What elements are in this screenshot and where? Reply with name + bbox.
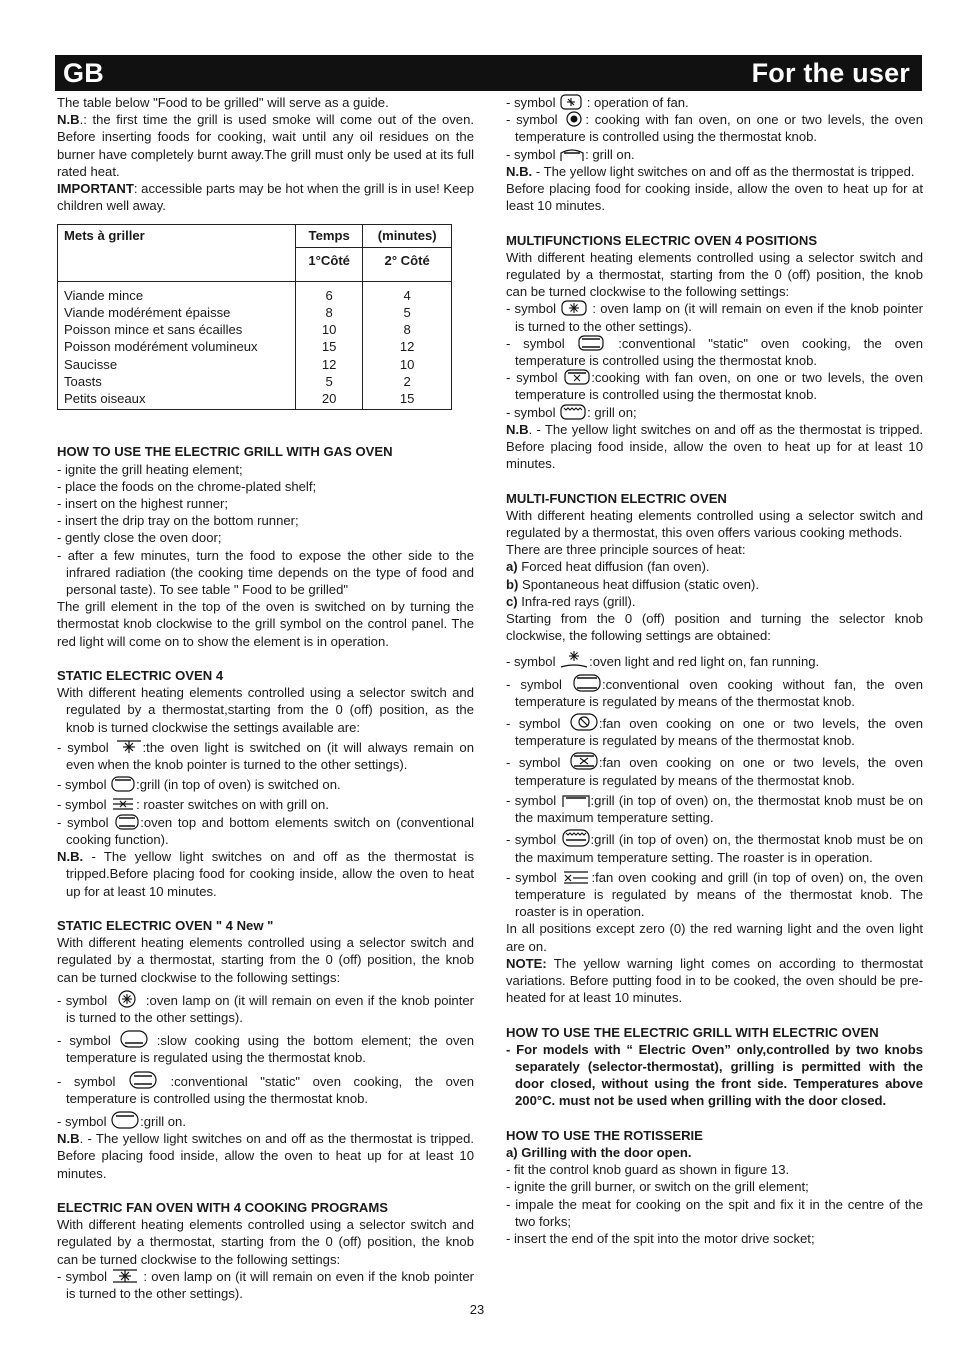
side2-time: 10	[399, 356, 415, 372]
lamp-icon	[113, 990, 141, 1008]
important-label: IMPORTANT	[57, 181, 134, 197]
static4-nb: N.B. - The yellow light switches on and off as the thermostat is tripped.Before placing food for cooking inside, allow the oven to heat up for at least 10 minutes.	[57, 849, 474, 899]
grill-icon	[560, 404, 586, 420]
page-title: For the user	[751, 57, 910, 88]
lamp-icon	[561, 300, 587, 316]
nb-paragraph	[57, 111, 474, 180]
symbol-item: - symbol : oven lamp on (it will remain on even if the knob pointer is turned to the other settings).	[57, 1268, 474, 1301]
symbol-item: - symbol : grill on;	[506, 404, 637, 420]
fan-preheat-text: Before placing food for cooking inside, allow the oven to heat up for at least 10 minutes.	[506, 181, 923, 214]
symbol-item: - symbol : roaster switches on with grill on.	[57, 797, 329, 813]
symbol-item: - symbol : operation of fan.	[506, 95, 689, 110]
multifunc-intro: With different heating elements controlled using a selector switch and regulated by a thermostat, this oven offers various cooking methods.	[506, 507, 923, 541]
page-number: 23	[469, 1302, 485, 1317]
fan-oven-icon	[570, 713, 598, 731]
list-item: - insert the end of the spit into the motor drive socket;	[506, 1230, 815, 1246]
list-item: - impale the meat for cooking on the spit and fix it in the centre of the two forks;	[506, 1196, 923, 1229]
fan-heat-icon	[564, 369, 590, 385]
grill-table	[57, 224, 452, 410]
list-item: - ignite the grill burner, or switch on the grill element;	[506, 1179, 809, 1195]
nb-label: N.B	[57, 112, 80, 128]
list-item: - insert the drip tray on the bottom runner;	[57, 513, 299, 529]
static4new-nb: N.B. - The yellow light switches on and off as the thermostat is tripped. Before placing food inside, allow the oven to heat up for at least 10 minutes.	[57, 1131, 474, 1181]
symbol-item: - symbol :oven lamp on (it will remain on even if the knob pointer is turned to the other settings).	[57, 990, 474, 1026]
fan-oven-icon	[564, 111, 584, 127]
section-title-static4: STATIC ELECTRIC OVEN 4	[57, 668, 224, 684]
fan-nb: N.B. - The yellow light switches on and off as the thermostat is tripped.	[506, 163, 915, 179]
section-title-multi4: MULTIFUNCTIONS ELECTRIC OVEN 4 POSITIONS	[506, 232, 818, 248]
static4new-intro: With different heating elements controlled using a selector switch and regulated by a thermostat, starting from the 0 (off) position, the knob can be turned clockwise to the following settings:	[57, 935, 474, 985]
side1-time: 8	[325, 305, 333, 321]
list-item: - after a few minutes, turn the food to expose the other side to the infrared radiation (the cooking time depends on the type of food and personal taste). To see table " Food to be grilled"	[57, 547, 474, 598]
symbol-item: - symbol :the oven light is switched on (it will always remain on even when the knob pointer is turned to the other settings).	[57, 739, 474, 773]
source-item: a) Forced heat diffusion (fan oven).	[506, 559, 710, 575]
page-header	[55, 55, 922, 91]
lamp-icon	[112, 1268, 138, 1284]
table-header-side1: 1°Côté	[296, 247, 363, 281]
conventional-heat-icon	[578, 335, 604, 351]
food-name: Saucisse	[64, 356, 118, 372]
language-code: GB	[63, 57, 104, 88]
multifunc-sources: There are three principle sources of heat:	[506, 542, 746, 558]
list-item: - ignite the grill heating element;	[57, 461, 243, 477]
food-name: Petits oiseaux	[64, 391, 146, 407]
side2-time: 15	[399, 391, 415, 407]
source-item: b) Spontaneous heat diffusion (static oven).	[506, 576, 760, 592]
rotisserie-subtitle: a) Grilling with the door open.	[506, 1144, 692, 1160]
side1-time: 10	[321, 322, 337, 338]
food-name: Toasts	[64, 373, 102, 389]
symbol-item: - symbol :grill (in top of oven) on, the thermostat knob must be on the maximum temperature setting.	[506, 792, 923, 826]
fan4-intro: With different heating elements controlled using a selector switch and regulated by a thermostat, starting from the 0 (off) position, the knob can be turned clockwise to the following settings:	[57, 1217, 474, 1267]
roaster-grill-icon	[562, 829, 590, 847]
table-header-food: Mets à griller	[58, 225, 296, 281]
side1-time: 6	[325, 287, 333, 303]
symbol-item: - symbol :conventional "static" oven cooking, the oven temperature is controlled using the thermostat knob.	[506, 335, 923, 369]
symbol-item: - symbol :oven light and red light on, fan running.	[506, 649, 923, 670]
nb-text: .: the first time the grill is used smoke will come out of the oven. Before inserting foods for cooking, wait until any oil residues on the burner have completely burnt away.The grill must only be used at its full rated heat.	[57, 112, 474, 179]
conventional-heat-icon	[573, 674, 601, 692]
symbol-item: - symbol :grill on.	[57, 1111, 474, 1130]
multifunc-starting: Starting from the 0 (off) position and turning the selector knob clockwise, the following settings are obtained:	[506, 611, 923, 644]
roaster-grill-icon	[111, 796, 135, 812]
side2-time: 8	[403, 322, 411, 338]
side1-time: 12	[321, 356, 337, 372]
side1-time: 5	[325, 373, 333, 389]
symbol-item: - symbol :grill (in top of oven) is switched on.	[57, 777, 341, 793]
side1-time: 15	[321, 339, 337, 355]
symbol-item: - symbol :grill (in top of oven) on, the thermostat knob must be on the maximum temperature setting. The roaster is in operation.	[506, 829, 923, 865]
list-item: - insert on the highest runner;	[57, 496, 229, 512]
section-title-rotisserie: HOW TO USE THE ROTISSERIE	[506, 1127, 703, 1143]
section-title-multifunc: MULTI-FUNCTION ELECTRIC OVEN	[506, 490, 727, 506]
fan-heat-icon	[570, 752, 598, 770]
table-header-minutes: (minutes)	[363, 225, 452, 247]
important-text: : accessible parts may be hot when the grill is in use! Keep children well away.	[57, 181, 474, 214]
symbol-item: - symbol :fan oven cooking and grill (in top of oven) on, the oven temperature is regulated by means of the thermostat knob. The roaster is in operation.	[506, 869, 923, 920]
side2-time: 4	[403, 287, 411, 303]
fan-grill-icon	[562, 869, 590, 885]
bottom-heat-icon	[120, 1030, 148, 1048]
symbol-item: - symbol :oven top and bottom elements switch on (conventional cooking function).	[57, 814, 474, 847]
table-header-side2: 2° Côté	[363, 247, 452, 281]
multifunc-positions: In all positions except zero (0) the red warning light and the oven light are on.	[506, 921, 923, 954]
multi4-nb: N.B. - The yellow light switches on and off as the thermostat is tripped. Before placing food inside, allow the oven to heat up for at least 10 minutes.	[506, 421, 923, 472]
food-name: Poisson modérément volumineux	[64, 339, 258, 355]
section-title-grill-elec: HOW TO USE THE ELECTRIC GRILL WITH ELECTRIC OVEN	[506, 1024, 879, 1040]
lamp-fan-icon	[560, 649, 588, 669]
symbol-item: - symbol :conventional oven cooking without fan, the oven temperature is regulated by means of the thermostat knob.	[506, 674, 923, 710]
static4-intro: With different heating elements controlled using a selector switch and regulated by a thermostat,starting from the 0 (off) position, as the knob is turned clockwise the settings available are:	[57, 685, 474, 735]
multi4-intro: With different heating elements controlled using a selector switch and regulated by a thermostat, starting from the 0 (off) position, the knob can be turned clockwise to the following settings:	[506, 249, 923, 300]
symbol-item: - symbol : cooking with fan oven, on one or two levels, the oven temperature is controlled using the thermostat knob.	[506, 112, 923, 145]
grill-icon	[111, 1111, 139, 1129]
grill-icon	[560, 148, 584, 162]
symbol-item: - symbol :cooking with fan oven, on one or two levels, the oven temperature is controlled using the thermostat knob.	[506, 370, 923, 403]
conventional-heat-icon	[129, 1071, 157, 1089]
fan-icon	[560, 94, 582, 110]
food-name: Viande modérément épaisse	[64, 305, 231, 321]
list-item: - fit the control knob guard as shown in figure 13.	[506, 1162, 790, 1178]
multifunc-note: NOTE: The yellow warning light comes on according to thermostat variations. Before putting food in to be cooked, the oven should be pre-heated for at least 10 minutes.	[506, 955, 923, 1006]
left-column	[57, 94, 474, 1302]
food-name: Poisson mince et sans écailles	[64, 322, 243, 338]
symbol-item: - symbol :fan oven cooking on one or two levels, the oven temperature is regulated by means of the thermostat knob.	[506, 752, 923, 788]
symbol-item: - symbol : grill on.	[506, 146, 635, 162]
grill-gas-text: The grill element in the top of the oven is switched on by turning the thermostat knob clockwise to the grill symbol on the control panel. The red light will come on to show the element is in operation.	[57, 599, 474, 649]
section-title-fan4: ELECTRIC FAN OVEN WITH 4 COOKING PROGRAMS	[57, 1199, 388, 1215]
side1-time: 20	[321, 391, 337, 407]
fan-lamp-icon	[116, 739, 142, 755]
side2-time: 5	[403, 305, 411, 321]
grill-icon	[562, 792, 590, 808]
grill-elec-text: - For models with “ Electric Oven” only,controlled by two knobs separately (selector-thermostat), grilling is permitted with the door closed, without using the front side. Temperatures above 200°C. must not be used when grilling with the door closed.	[506, 1041, 923, 1109]
important-paragraph	[57, 180, 474, 214]
section-title-static4new: STATIC ELECTRIC OVEN " 4 New "	[57, 917, 274, 933]
symbol-item: - symbol :conventional "static" oven cooking, the oven temperature is controlled using the thermostat knob.	[57, 1071, 474, 1107]
table-row	[58, 281, 452, 409]
source-item: c) Infra-red rays (grill).	[506, 593, 636, 609]
list-item: - place the foods on the chrome-plated shelf;	[57, 478, 317, 494]
side2-time: 2	[403, 373, 411, 389]
symbol-item: - symbol :fan oven cooking on one or two levels, the oven temperature is regulated by means of the thermostat knob.	[506, 713, 923, 749]
table-header-temps: Temps	[296, 225, 363, 247]
food-name: Viande mince	[64, 287, 144, 303]
list-item: - gently close the oven door;	[57, 530, 222, 546]
top-bottom-heat-icon	[115, 814, 139, 830]
section-title-grill-gas: HOW TO USE THE ELECTRIC GRILL WITH GAS OVEN	[57, 444, 393, 460]
intro-text: The table below "Food to be grilled" will serve as a guide.	[57, 95, 389, 110]
grill-icon	[111, 776, 135, 792]
right-column	[506, 94, 923, 1247]
symbol-item: - symbol : oven lamp on (it will remain on even if the knob pointer is turned to the other settings).	[506, 301, 923, 334]
side2-time: 12	[399, 339, 415, 355]
symbol-item: - symbol :slow cooking using the bottom element; the oven temperature is regulated using the thermostat knob.	[57, 1030, 474, 1066]
